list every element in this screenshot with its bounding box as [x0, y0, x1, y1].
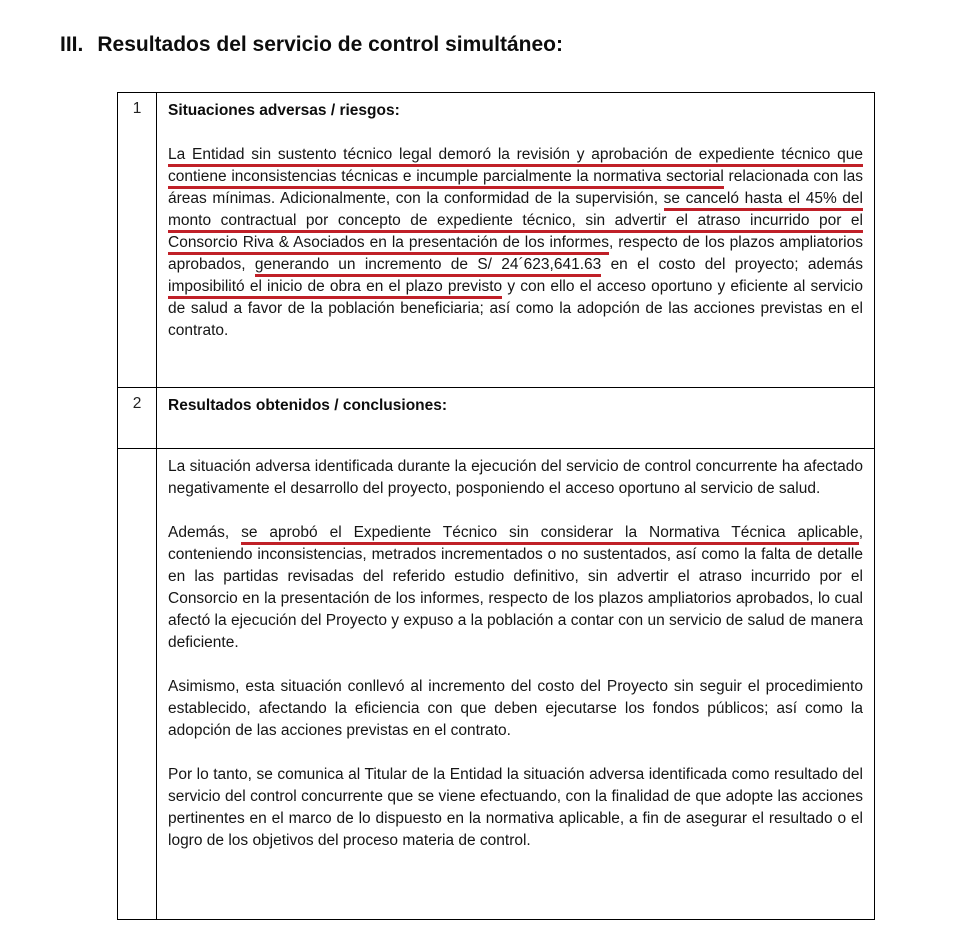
red-underlined-text: se canceló hasta el 45% del monto contractual por concepto de expediente técnico, sin advertir el atraso incurrido por el Consorcio Riva & Asociados en la presentación de los informes	[168, 190, 863, 255]
text-run: , conteniendo inconsistencias, metrados incrementados o no sustentados, así como la falta de detalle en las partidas revisadas del referido estudio definitivo, sin advertir el atraso incurrido por el Consorcio en la presentación de los informes, respecto de los plazos ampliatorios aprobados, lo cual afectó la ejecución del Proyecto y expuso a la población a contar con un servicio de salud de manera deficiente.	[168, 524, 863, 651]
row-content-cell	[157, 449, 875, 920]
row-number-cell: 1	[118, 93, 157, 388]
text-run: La situación adversa identificada durante la ejecución del servicio de control concurrente ha afectado negativamente el desarrollo del proyecto, posponiendo el acceso oportuno al servicio de salud.	[168, 458, 863, 497]
red-underlined-text: La Entidad sin sustento técnico legal demoró la revisión y aprobación de expediente técnico que contiene inconsistencias técnicas e incumple parcialmente la normativa sectorial	[168, 146, 863, 189]
paragraph	[168, 144, 863, 342]
red-underlined-text: generando un incremento de S/ 24´623,641.63	[255, 256, 601, 277]
text-run: relacionada con las áreas mínimas. Adicionalmente, con la conformidad de la supervisión,	[168, 168, 863, 207]
paragraph	[168, 522, 863, 654]
section-number: III.	[60, 33, 84, 56]
row-body-situaciones	[168, 144, 863, 342]
paragraph	[168, 676, 863, 742]
text-run: y con ello el acceso oportuno y eficiente al servicio de salud a favor de la población beneficiaria; así como la adopción de las acciones previstas en el contrato.	[168, 278, 864, 339]
red-underlined-text: imposibilitó el inicio de obra en el plazo previsto	[168, 278, 502, 299]
page-title	[60, 33, 563, 57]
table-row-situaciones	[118, 93, 875, 388]
text-run: Por lo tanto, se comunica al Titular de la Entidad la situación adversa identificada como resultado del servicio del control concurrente que se viene efectuando, con la finalidad de que adopte las acciones pertinentes en el marco de lo dispuesto en la normativa aplicable, a fin de asegurar el resultado o el logro de los objetivos del proceso materia de control.	[168, 766, 863, 849]
text-run: en el costo del proyecto; además	[601, 256, 863, 273]
red-underlined-text: se aprobó el Expediente Técnico sin considerar la Normativa Técnica aplicable	[241, 524, 859, 545]
row-number-cell	[118, 449, 157, 920]
row-header-situaciones: Situaciones adversas / riesgos:	[168, 102, 400, 119]
row-number-cell: 2	[118, 388, 157, 449]
row-content-cell	[157, 93, 875, 388]
text-run: , respecto de los plazos ampliatorios aprobados,	[168, 234, 863, 273]
row-body-conclusiones	[168, 456, 863, 852]
row-content-cell	[157, 388, 875, 449]
paragraph	[168, 456, 863, 500]
table-row-resultados-header	[118, 388, 875, 449]
section-title-text: Resultados del servicio de control simultáneo:	[97, 33, 563, 56]
table-row-conclusiones-body	[118, 449, 875, 920]
text-run: Asimismo, esta situación conllevó al incremento del costo del Proyecto sin seguir el procedimiento establecido, afectando la eficiencia con que deben ejecutarse los fondos públicos; así como la adopción de las acciones previstas en el contrato.	[168, 678, 863, 739]
results-table	[117, 92, 875, 920]
text-run: Además,	[168, 524, 242, 541]
row-header-resultados: Resultados obtenidos / conclusiones:	[168, 397, 448, 414]
paragraph	[168, 764, 863, 852]
